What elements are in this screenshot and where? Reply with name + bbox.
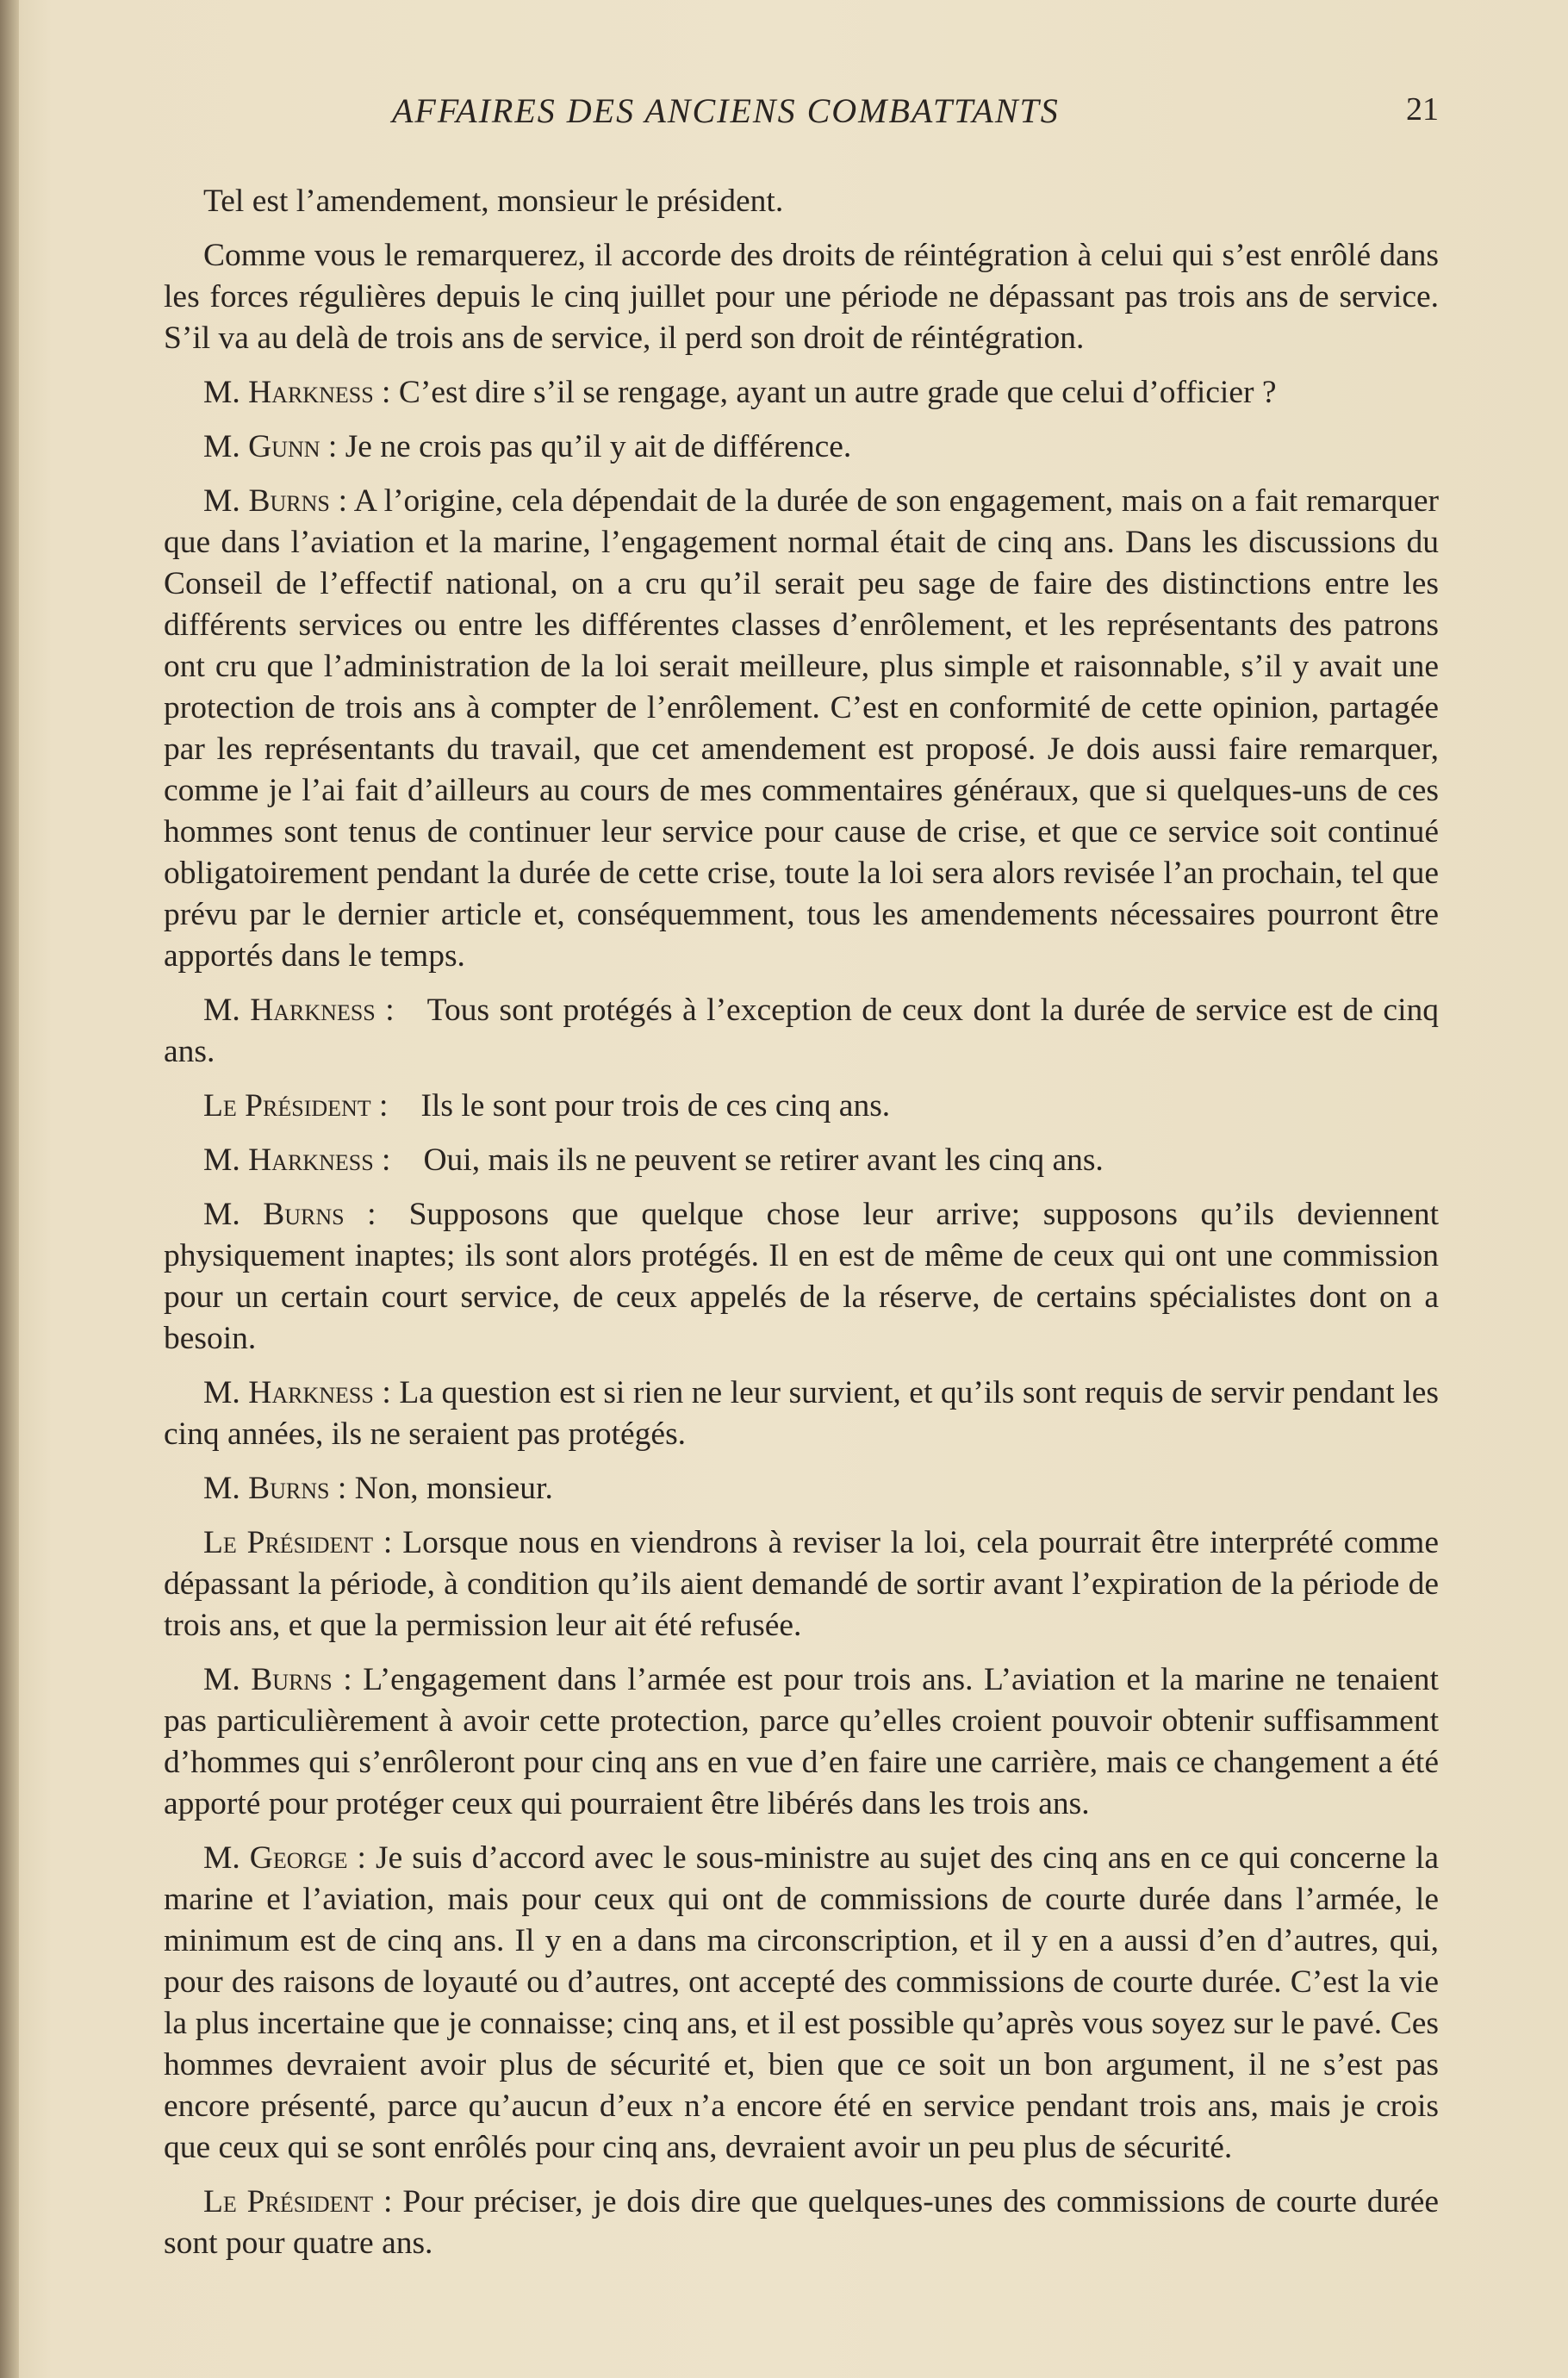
paragraph-text: L’engagement dans l’armée est pour trois ans. L’aviation et la marine ne tenaient pas particulièrement à avoir cette protection, parce qu’elles croient pouvoir obtenir suffisamment d’hommes qui s’enrôleront pour cinq ans en vue d’en faire une carrière, mais ce changement a été apporté pour protéger ceux qui pourraient être libérés dans les trois ans. xyxy=(164,1662,1439,1821)
speaker-name: Le Président : xyxy=(203,2184,393,2219)
speaker-name: M. Gunn : xyxy=(203,429,338,464)
speaker-name: Le Président : xyxy=(203,1525,393,1560)
speaker-name: Le Président : xyxy=(203,1088,389,1124)
speaker-name: M. George : xyxy=(203,1840,366,1876)
page-body xyxy=(164,181,1439,2277)
paragraph-7 xyxy=(164,1086,1439,1127)
paragraph-text: Pour préciser, je dois dire que quelques-unes des commissions de courte durée sont pour quatre ans. xyxy=(164,2184,1439,2261)
paragraph-10 xyxy=(164,1373,1439,1455)
paragraph-text: A l’origine, cela dépendait de la durée de son engagement, mais on a fait remarquer que dans l’aviation et la marine, l’engagement normal était de cinq ans. Dans les discussions du Conseil de l’effectif national, on a cru qu’il serait peu sage de faire des distinctions entre les différents services ou entre les différentes classes d’enrôlement, et les représentants des patrons ont cru que l’administration de la loi serait meilleure, plus simple et raisonnable, s’il y avait une protection de trois ans à compter de l’enrôlement. C’est en conformité de cette opinion, partagée par les représentants du travail, que cet amendement est proposé. Je dois aussi faire remarquer, comme je l’ai fait d’ailleurs au cours de mes commentaires généraux, que si quelques-uns de ces hommes sont tenus de continuer leur service pour cause de crise, et que ce service soit continué obligatoirement pendant la durée de cette crise, toute la loi sera alors revisée l’an prochain, tel que prévu par le dernier article et, conséquemment, tous les amendements nécessaires pourront être apportés dans le temps. xyxy=(164,483,1440,974)
paragraph-3 xyxy=(164,372,1439,414)
speaker-name: M. Harkness : xyxy=(203,1375,391,1410)
paragraph-12 xyxy=(164,1522,1439,1647)
paragraph-6 xyxy=(164,990,1439,1073)
book-spine-shadow xyxy=(0,0,19,2378)
paragraph-9 xyxy=(164,1194,1439,1360)
page-number: 21 xyxy=(1406,91,1439,128)
paragraph-5 xyxy=(164,481,1439,977)
speaker-name: M. Burns : xyxy=(203,483,348,519)
paragraph-text: C’est dire s’il se rengage, ayant un autre grade que celui d’officier ? xyxy=(398,375,1277,410)
running-title: AFFAIRES DES ANCIENS COMBATTANTS xyxy=(392,91,1060,130)
paragraph-text: Ils le sont pour trois de ces cinq ans. xyxy=(420,1088,891,1124)
paragraph-13 xyxy=(164,1659,1439,1825)
paragraph-1 xyxy=(164,181,1439,222)
paragraph-8 xyxy=(164,1140,1439,1181)
speaker-name: M. Burns : xyxy=(203,1471,347,1506)
paragraph-text: Lorsque nous en viendrons à reviser la loi, cela pourrait être interprété comme dépassant la période, à condition qu’ils aient demandé de sortir avant l’expiration de la période de trois ans, et que la permission leur ait été refusée. xyxy=(164,1525,1439,1643)
paragraph-text: Tel est l’amendement, monsieur le président. xyxy=(203,184,784,219)
paragraph-text: La question est si rien ne leur survient, et qu’ils sont requis de servir pendant les cinq années, ils ne seraient pas protégés. xyxy=(164,1375,1439,1452)
paragraph-4 xyxy=(164,426,1439,468)
paragraph-text: Supposons que quelque chose leur arrive; supposons qu’ils deviennent physiquement inaptes; ils sont alors protégés. Il en est de même de ceux qui ont une commission pour un certain court service, de ceux appelés de la réserve, de certains spécialistes dont on a besoin. xyxy=(164,1197,1439,1356)
speaker-name: M. Harkness : xyxy=(203,993,395,1028)
paragraph-text: Oui, mais ils ne peuvent se retirer avant les cinq ans. xyxy=(423,1142,1104,1178)
speaker-name: M. Harkness : xyxy=(203,375,391,410)
paragraph-text: Comme vous le remarquerez, il accorde des droits de réintégration à celui qui s’est enrôlé dans les forces régulières depuis le cinq juillet pour une période ne dépassant pas trois ans de service. S’il va au delà de trois ans de service, il perd son droit de réintégration. xyxy=(164,238,1439,356)
paragraph-text: Je ne crois pas qu’il y ait de différence. xyxy=(345,429,852,464)
paragraph-15 xyxy=(164,2182,1439,2264)
page-header xyxy=(164,90,1439,142)
speaker-name: M. Burns : xyxy=(203,1662,352,1697)
paragraph-text: Tous sont protégés à l’exception de ceux dont la durée de service est de cinq ans. xyxy=(164,993,1439,1069)
speaker-name: M. Harkness : xyxy=(203,1142,391,1178)
paragraph-text: Je suis d’accord avec le sous-ministre au sujet des cinq ans en ce qui concerne la marine et l’aviation, mais pour ceux qui ont de commissions de courte durée dans l’armée, le minimum est de cinq ans. Il y en a dans ma circonscription, et il y en a aussi d’en d’autres, qui, pour des raisons de loyauté ou d’autres, ont accepté des commissions de courte durée. C’est la vie la plus incertaine que je connaisse; cinq ans, et il est possible qu’après vous soyez sur le pavé. Ces hommes devraient avoir plus de sécurité et, bien que ce soit un bon argument, il ne s’est pas encore présenté, parce qu’aucun d’eux n’a encore été en service pendant trois ans, mais je crois que ceux qui se sont enrôlés pour cinq ans, devraient avoir un peu plus de sécurité. xyxy=(164,1840,1439,2165)
speaker-name: M. Burns : xyxy=(203,1197,376,1232)
paragraph-14 xyxy=(164,1838,1439,2169)
paragraph-text: Non, monsieur. xyxy=(354,1471,553,1506)
paragraph-2 xyxy=(164,235,1439,359)
paragraph-11 xyxy=(164,1468,1439,1510)
